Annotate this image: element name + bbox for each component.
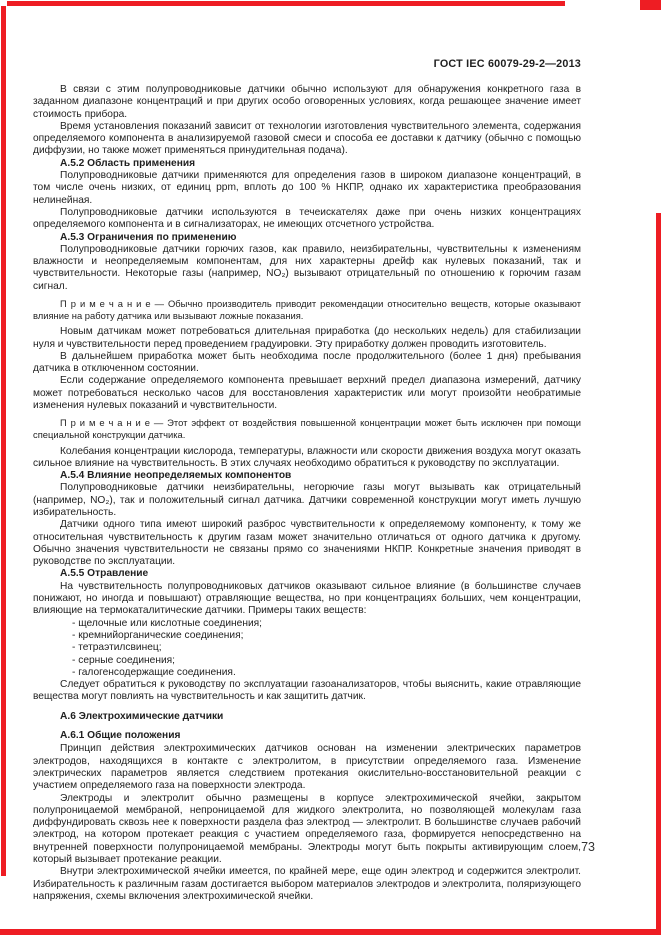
red-scan-mark-left — [1, 6, 6, 876]
list-item: - щелочные или кислотные соединения; — [72, 617, 262, 629]
body-paragraph: Полупроводниковые датчики применяются для определения газов в широком диапазоне концентраций, в том числе очень низких, от единиц ppm, вплоть до 100 % НКПР, однако их характеристика преобразования нелинейная. — [33, 170, 581, 206]
document-header: ГОСТ IEC 60079-29-2—2013 — [433, 58, 581, 70]
section-heading: А.6 Электрохимические датчики — [60, 710, 224, 722]
red-scan-mark-bottom — [0, 929, 661, 935]
body-paragraph: Время установления показаний зависит от технологии изготовления чувствительного элемента, содержания определяемого компонента в анализируемой газовой смеси и способа ее доставки к датчику (обычно с помощью диффузии, но также может применяться принудительная подача). — [33, 120, 581, 157]
body-paragraph: Принцип действия электрохимических датчиков основан на изменении электрических параметров электродов, находящихся в контакте с электролитом, в присутствии определяемого газа. Изменение электрических параметров является следствием протекания окислительно-восстановительной реакции с участием определяемого газа на поверхности электрода. — [33, 743, 581, 792]
document-body — [33, 84, 581, 903]
body-paragraph: Электроды и электролит обычно размещены в корпусе электрохимической ячейки, закрытом полупроницаемой мембраной, непроницаемой для жидкого электролита, но позволяющей молекулам газа диффундировать сквозь нее к поверхности раздела фаз электрод — электролит. В большинстве случаев рабочий электрод, на котором протекает реакция с участием определяемого газа, формируется непосредственно на внутренней поверхности полупроницаемой мембраны. Электроды могут быть покрыты активирующим слоем, который вызывает протекание реакции. — [33, 792, 581, 865]
body-paragraph: Датчики одного типа имеют широкий разброс чувствительности к определяемому компоненту, к тому же относительная чувствительность к другим газам может значительно отличаться от одного датчика к другому. Обычно значения чувствительности не связаны прямо со значениями НКПР. Конкретные значения приводят в руководстве по эксплуатации. — [33, 519, 581, 568]
body-paragraph: Новым датчикам может потребоваться длительная приработка (до нескольких недель) для стабилизации нуля и чувствительности перед проведением градуировки. Эту приработку должен проводить изготовитель. — [33, 326, 581, 350]
note-paragraph: П р и м е ч а н и е — Этот эффект от воздействия повышенной концентрации может быть исключен при помощи специальной конструкции датчика. — [33, 417, 581, 440]
body-paragraph: Следует обратиться к руководству по эксплуатации газоанализаторов, чтобы выяснить, какие отравляющие вещества могут повлиять на чувствительность и как защитить датчик. — [33, 679, 581, 703]
body-paragraph: Внутри электрохимической ячейки имеется, по крайней мере, еще один электрод и содержится электролит. Избирательность к различным газам достигается выбором материалов электродов и электролита, поляризующего напряжения, схемы включения электрохимической ячейки. — [33, 866, 581, 902]
note-paragraph: П р и м е ч а н и е — Обычно производитель приводит рекомендации относительно веществ, которые оказывают влияние на работу датчика или вызывают ложные показания. — [33, 298, 581, 321]
body-paragraph: Если содержание определяемого компонента превышает верхний предел диапазона измерений, датчику может потребоваться несколько часов для восстановления характеристик или могут произойти необратимые изменения нулевых показаний и чувствительности. — [33, 375, 581, 412]
body-paragraph: В связи с этим полупроводниковые датчики обычно используют для обнаружения конкретного газа в заданном диапазоне концентраций и при других особо оговоренных условиях, когда решающее значение имеет стоимость прибора. — [33, 84, 581, 120]
list-item: - кремнийорганические соединения; — [72, 629, 244, 641]
list-item: - галогенсодержащие соединения. — [72, 666, 236, 678]
red-scan-mark-top-right — [640, 0, 661, 10]
list-item: - тетраэтилсвинец; — [72, 642, 162, 654]
subsection-heading: А.6.1 Общие положения — [60, 730, 181, 742]
body-paragraph: Полупроводниковые датчики используются в течеискателях даже при очень низких концентрациях определяемого компонента и в сигнализаторах, не имеющих отсчетного устройства. — [33, 206, 581, 231]
subsection-heading: А.5.4 Влияние неопределяемых компонентов — [60, 470, 292, 482]
page-number: 73 — [581, 840, 595, 854]
red-scan-mark-right — [656, 213, 661, 935]
bulleted-list — [33, 618, 581, 679]
red-scan-mark-top — [7, 1, 565, 6]
body-paragraph: В дальнейшем приработка может быть необходима после продолжительного (более 1 дня) пребывания датчика в отключенном состоянии. — [33, 350, 581, 375]
body-paragraph: Полупроводниковые датчики горючих газов, как правило, неизбирательны, чувствительны к изменениям влажности и неопределяемым компонентам, для них характерны дрейф как нулевых показаний, так и чувствительности. Некоторые газы (например, NO₂) вызывают отрицательный по отношению к горючим газам сигнал. — [33, 243, 581, 292]
subsection-heading: А.5.3 Ограничения по применению — [60, 231, 237, 243]
body-paragraph: Колебания концентрации кислорода, температуры, влажности или скорости движения воздуха могут оказать сильное влияние на чувствительность. В этих случаях необходимо обратиться к руководству по эксплуатации. — [33, 445, 581, 469]
body-paragraph: Полупроводниковые датчики неизбирательны, негорючие газы могут вызывать как отрицательный (например, NO₂), так и положительный сигнал датчика. Датчики современной конструкции могут иметь лучшую избирательность. — [33, 482, 581, 518]
subsection-heading: А.5.5 Отравление — [60, 568, 149, 580]
body-paragraph: На чувствительность полупроводниковых датчиков оказывают сильное влияние (в большинстве случаев понижают, но иногда и повышают) отравляющие вещества, но при концентрациях больших, чем концентрации, влияющие на термокаталитические датчики. Примеры таких веществ: — [33, 580, 581, 617]
subsection-heading: А.5.2 Область применения — [60, 157, 196, 169]
list-item: - серные соединения; — [72, 654, 175, 666]
